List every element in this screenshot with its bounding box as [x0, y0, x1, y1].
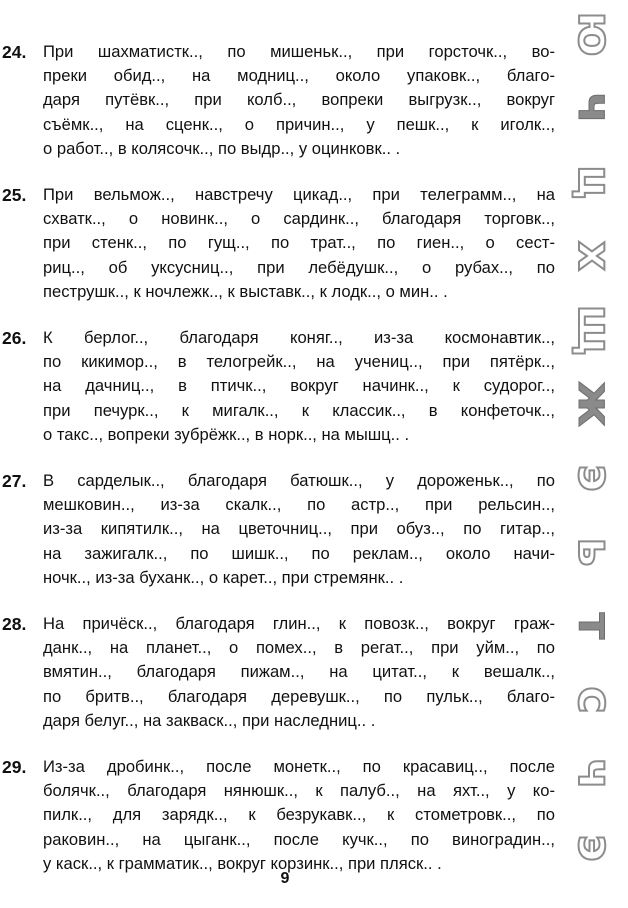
text-line: о такс.., вопреки зубрёжк.., в норк.., на мышц.. . [43, 424, 410, 444]
side-letter: ж [568, 381, 622, 427]
exercise-number: 28. [2, 614, 27, 635]
text-line: при стенк.., по гущ.., по трат.., по гиен.., о сест- [43, 233, 555, 253]
text-line: пилк.., для зарядк.., к безрукавк.., к стометровк.., по [43, 805, 555, 825]
exercise-text [43, 612, 570, 733]
side-letter: с [568, 686, 622, 714]
side-letter: ю [568, 11, 622, 57]
text-line: риц.., об уксусниц.., при лебёдушк.., о рубах.., по [43, 257, 555, 277]
text-line: из-за кипятилк.., на цветочниц.., при обуз.., по гитар.., [43, 519, 555, 539]
text-line: по бритв.., благодаря деревушк.., по пульк.., благо- [43, 686, 555, 706]
exercise-25 [0, 183, 570, 304]
exercise-text [43, 755, 570, 876]
text-line: преки обид.., на модниц.., около упаковк.., благо- [43, 66, 555, 86]
exercise-number: 27. [2, 471, 27, 492]
text-line: съёмк.., на сценк.., о причин.., у пешк.., к иголк.., [43, 114, 555, 134]
exercise-text [43, 40, 570, 161]
text-line: В сарделык.., благодаря батюшк.., у дороженьк.., по [43, 471, 555, 491]
decorative-letter-strip [560, 0, 628, 908]
text-line: схватк.., о новинк.., о сардинк.., благодаря торговк.., [43, 209, 555, 229]
exercise-text [43, 183, 570, 304]
exercise-list [0, 40, 570, 898]
exercise-number: 24. [2, 42, 27, 62]
side-letter: т [568, 612, 622, 640]
side-letter: ч [568, 92, 622, 124]
text-line: При вельмож.., навстречу цикад.., при телеграмм.., на [43, 185, 555, 205]
text-line: у каск.., к грамматик.., вокруг корзинк.., при пляск.. . [43, 853, 442, 873]
text-line: на дачниц.., в птичк.., вокруг начинк.., к судорог.., [43, 376, 555, 396]
side-letter: ц [568, 164, 622, 200]
text-line: К берлог.., благодаря коняг.., из-за космонавтик.., [43, 328, 555, 348]
side-letter: ч [568, 758, 622, 790]
side-letter: э [568, 834, 622, 862]
text-line: о работ.., в колясочк.., по выдр.., у оцинковк.. . [43, 138, 401, 158]
exercise-number: 25. [2, 185, 27, 206]
text-line: На причёск.., благодаря глин.., к повозк.., вокруг граж- [43, 614, 555, 634]
exercise-28 [0, 612, 570, 733]
side-letter: щ [568, 304, 622, 356]
exercise-27 [0, 469, 570, 590]
exercise-24 [0, 40, 570, 161]
text-line: при печурк.., к мигалк.., к классик.., в конфеточк.., [43, 400, 555, 420]
text-line: по кикимор.., в телогрейк.., на учениц.., при пятёрк.., [43, 352, 555, 372]
exercise-text [43, 326, 570, 447]
text-line: ночк.., из-за буханк.., о карет.., при стремянк.. . [43, 567, 404, 587]
page-number: 9 [280, 870, 290, 887]
side-letter: э [568, 464, 622, 492]
text-line: При шахматистк.., по мишеньк.., при горсточк.., во- [43, 42, 555, 61]
text-line: пеструшк.., к ночлежк.., к выставк.., к лодк.., о мин.. . [43, 281, 448, 301]
text-line: данк.., на планет.., о помех.., в регат.., при уйм.., по [43, 638, 555, 658]
text-line: раковин.., на цыганк.., после кучк.., по виноградин.., [43, 829, 555, 849]
exercise-number: 29. [2, 757, 27, 778]
text-line: Из-за дробинк.., после монетк.., по красавиц.., после [43, 757, 555, 777]
side-letter: ь [568, 537, 622, 567]
text-line: болячк.., благодаря нянюшк.., к палуб.., на яхт.., у ко- [43, 781, 555, 801]
exercise-26 [0, 326, 570, 447]
exercise-number: 26. [2, 328, 27, 349]
text-line: мешковин.., из-за скалк.., по астр.., при рельсин.., [43, 495, 555, 515]
exercise-text [43, 469, 570, 590]
text-line: даря белуг.., на закваск.., при наследниц.. . [43, 710, 376, 730]
text-line: на зажигалк.., по шишк.., по реклам.., около начи- [43, 543, 555, 563]
text-line: даря путёвк.., при колб.., вопреки выгрузк.., вокруг [43, 90, 555, 110]
side-letter: х [568, 241, 622, 271]
exercise-29 [0, 755, 570, 876]
text-line: вмятин.., благодаря пижам.., на цитат.., к вешалк.., [43, 662, 555, 682]
